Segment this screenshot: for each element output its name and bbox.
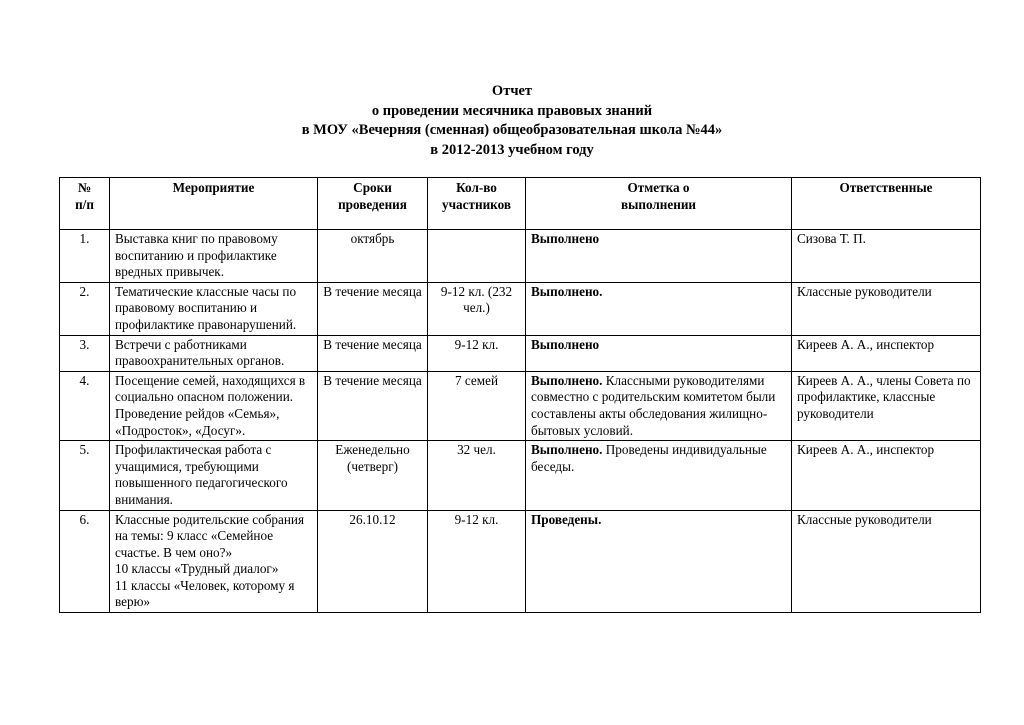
table-row [60,282,981,335]
row-dates: Еженедельно (четверг) [318,441,428,510]
table-row [60,441,981,510]
row-event: Посещение семей, находящихся в социально опасном положении. Проведение рейдов «Семья», «Подросток», «Досуг». [110,371,318,440]
row-status: Выполнено. Классными руководителями совместно с родительским комитетом были составлены акты обследования жилищно-бытовых условий. [526,371,792,440]
row-num: 2. [60,282,110,335]
row-event: Выставка книг по правовому воспитанию и профилактике вредных привычек. [110,230,318,283]
row-count: 9-12 кл. (232 чел.) [428,282,526,335]
title-line-1: Отчет [491,83,533,99]
header-status: Отметка о выполнении [526,178,792,230]
row-dates: октябрь [318,230,428,283]
row-status: Выполнено [526,335,792,371]
row-dates: В течение месяца [318,335,428,371]
row-count: 9-12 кл. [428,510,526,613]
header-num: № п/п [60,178,110,230]
row-dates: 26.10.12 [318,510,428,613]
row-num: 6. [60,510,110,613]
table-row [60,230,981,283]
event-line: Классные родительские собрания на темы: 9 класс «Семейное счастье. В чем оно?» [115,511,305,560]
row-responsible: Киреев А. А., члены Совета по профилактике, классные руководители [792,371,981,440]
row-event: Тематические классные часы по правовому воспитанию и профилактике правонарушений. [110,282,318,335]
table-row [60,371,981,440]
row-status: Проведены. [526,510,792,613]
header-dates: Сроки проведения [318,178,428,230]
row-event: Профилактическая работа с учащимися, требующими повышенного педагогического внимания. [110,441,318,510]
row-dates: В течение месяца [318,282,428,335]
row-count [428,230,526,283]
row-event: Встречи с работниками правоохранительных органов. [110,335,318,371]
row-count: 9-12 кл. [428,335,526,371]
event-line: 10 классы «Трудный диалог» [115,561,279,577]
row-responsible: Киреев А. А., инспектор [792,441,981,510]
row-responsible: Классные руководители [792,510,981,613]
row-num: 5. [60,441,110,510]
row-dates: В течение месяца [318,371,428,440]
header-responsible: Ответственные [792,178,981,230]
title-line-4: в 2012-2013 учебном году [430,141,594,158]
row-responsible: Сизова Т. П. [792,230,981,283]
table-row [60,335,981,371]
row-num: 3. [60,335,110,371]
row-num: 4. [60,371,110,440]
title-line-3: в МОУ «Вечерняя (сменная) общеобразовательная школа №44» [301,122,723,138]
header-event: Мероприятие [110,178,318,230]
event-line: 11 классы «Человек, которому я верю» [115,577,295,610]
row-status: Выполнено. Проведены индивидуальные беседы. [526,441,792,510]
row-status: Выполнено [526,230,792,283]
row-num: 1. [60,230,110,283]
row-responsible: Киреев А. А., инспектор [792,335,981,371]
row-status: Выполнено. [526,282,792,335]
table-header-row [60,178,981,230]
report-table [59,177,981,613]
row-count: 32 чел. [428,441,526,510]
title-line-2: о проведении месячника правовых знаний [371,102,653,119]
row-responsible: Классные руководители [792,282,981,335]
table-row [60,510,981,613]
header-count: Кол-во участников [428,178,526,230]
row-count: 7 семей [428,371,526,440]
row-event [110,510,318,613]
report-title [0,82,1024,160]
